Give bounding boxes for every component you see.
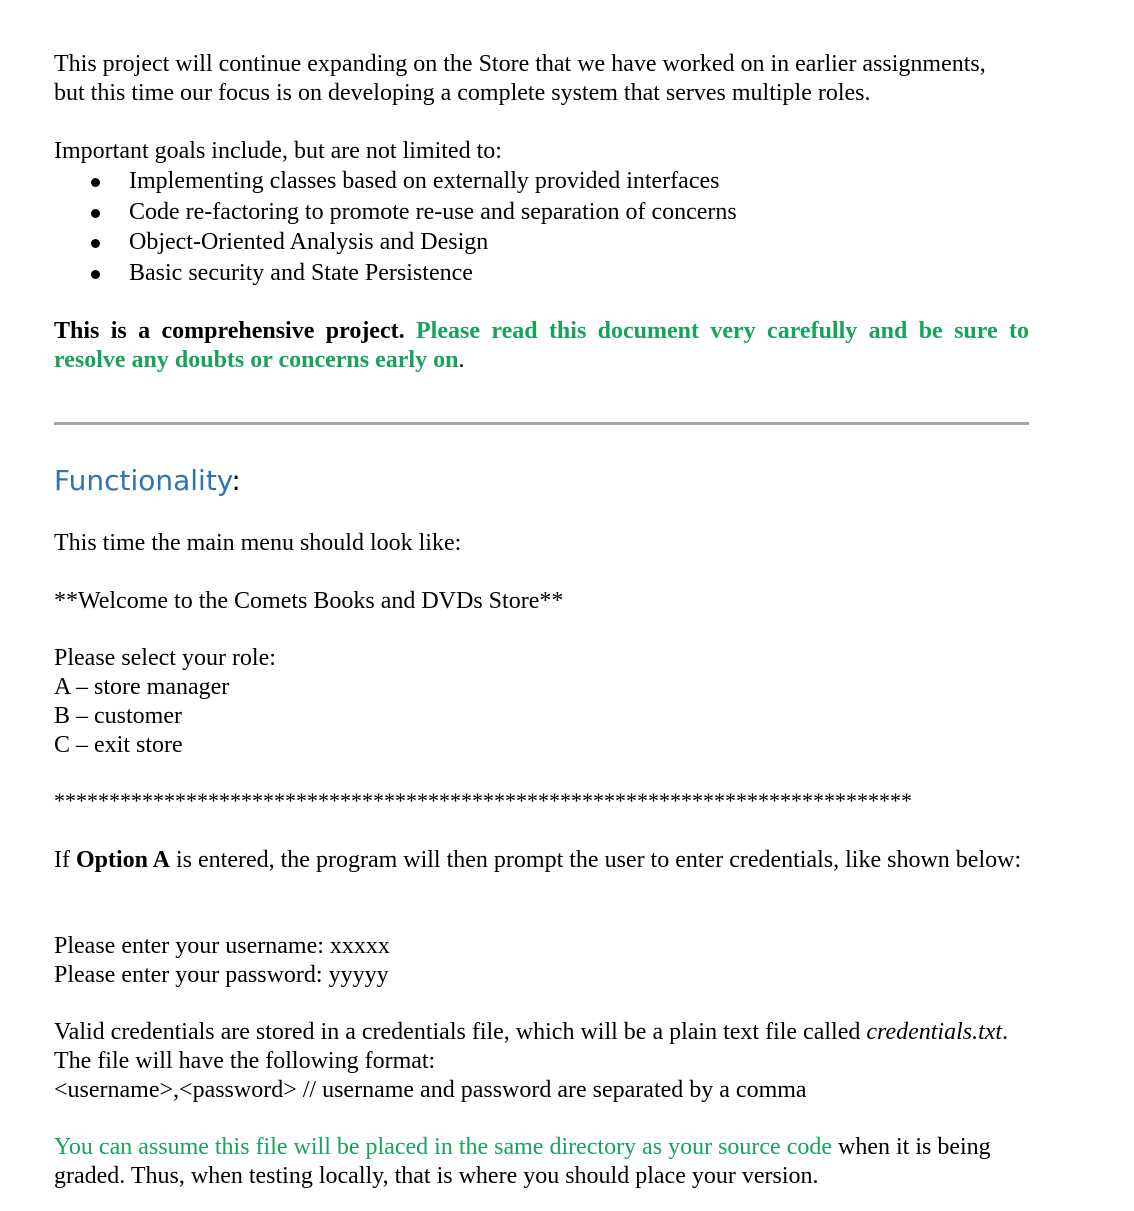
bullet-icon (91, 178, 100, 187)
goals-heading: Important goals include, but are not limited to: (54, 138, 502, 164)
comprehensive-paragraph (54, 317, 1029, 375)
option-a-bold: Option A (75, 847, 171, 873)
goal-item-text: Object-Oriented Analysis and Design (129, 229, 489, 255)
bullet-icon (91, 209, 100, 218)
comprehensive-period: . (458, 347, 465, 373)
prompt-password: Please enter your password: yyyyy (54, 962, 389, 988)
comprehensive-black-text: This is a comprehensive project. (54, 318, 405, 344)
section-divider (54, 422, 1029, 425)
prompt-username: Please enter your username: xxxxx (54, 933, 390, 959)
credentials-line-1-start: Valid credentials are stored in a credentials file, which will be a plain text file called (54, 1019, 861, 1045)
menu-intro: This time the main menu should look like: (54, 530, 462, 556)
functionality-heading-text: Functionality (54, 464, 232, 497)
menu-welcome: **Welcome to the Comets Books and DVDs Store** (54, 588, 564, 614)
credentials-line-1 (54, 1018, 1008, 1047)
intro-line-1: This project will continue expanding on the Store that we have worked on in earlier assignments, (54, 51, 986, 77)
functionality-heading-colon: : (231, 464, 241, 497)
intro-line-2: but this time our focus is on developing a complete system that serves multiple roles. (54, 80, 871, 106)
bullet-icon (91, 270, 100, 279)
option-a-rest: is entered, the program will then prompt the user to enter credentials, like shown below: (176, 847, 1022, 873)
credentials-format: <username>,<password> // username and password are separated by a comma (54, 1077, 807, 1103)
goal-item-text: Implementing classes based on externally provided interfaces (129, 168, 720, 194)
menu-select-role: Please select your role: (54, 645, 276, 671)
comprehensive-green-text: Please read this document very carefully and be sure to resolve any doubts or concerns early on (54, 318, 1030, 373)
credentials-filename: credentials.txt (866, 1019, 1003, 1045)
credentials-line-1-end: . (1002, 1019, 1009, 1045)
assume-line-1 (54, 1133, 991, 1162)
menu-stars-separator: ****************************************************************************** (54, 788, 912, 813)
goal-item-text: Code re-factoring to promote re-use and separation of concerns (129, 199, 737, 225)
menu-option-b: B – customer (54, 703, 182, 729)
assume-black-text: when it is being (838, 1134, 991, 1160)
goal-item-text: Basic security and State Persistence (129, 260, 473, 286)
menu-option-a: A – store manager (54, 674, 230, 700)
assume-green-text: You can assume this file will be placed in the same directory as your source code (54, 1134, 833, 1160)
menu-option-c: C – exit store (54, 732, 183, 758)
option-a-if: If (54, 847, 70, 873)
functionality-heading (54, 462, 241, 500)
assume-line-2: graded. Thus, when testing locally, that is where you should place your version. (54, 1163, 819, 1189)
credentials-line-2: The file will have the following format: (54, 1048, 436, 1074)
option-a-paragraph (54, 846, 1029, 875)
bullet-icon (91, 239, 100, 248)
